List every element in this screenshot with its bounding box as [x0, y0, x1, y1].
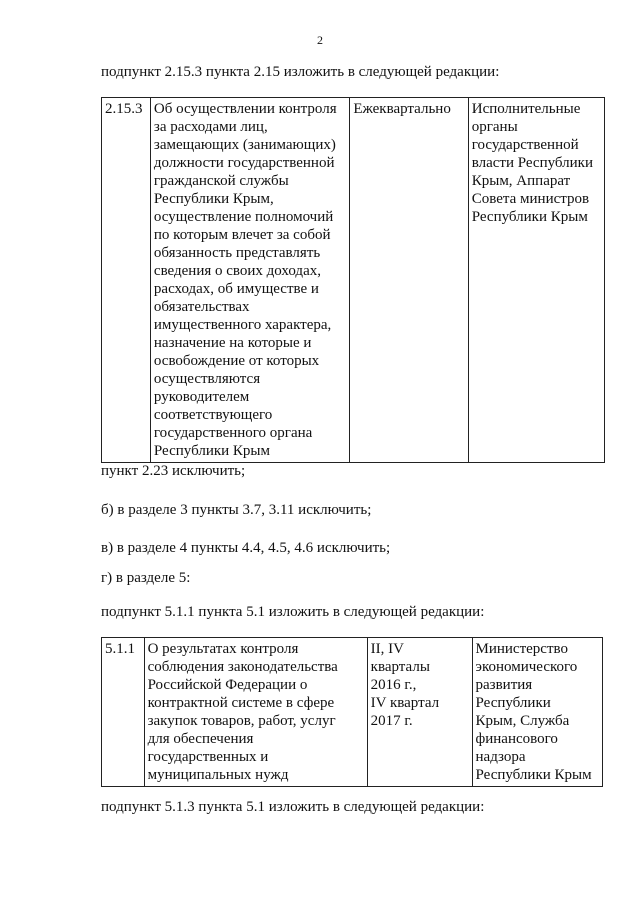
text-line: Республики Крым, — [153, 191, 274, 207]
text-line: расходах, об имуществе и — [153, 281, 319, 297]
text-line: по которым влечет за собой — [153, 227, 331, 243]
text-line: Об осуществлении контроля — [153, 101, 337, 117]
text-line: Крым, Служба — [475, 713, 570, 729]
text-line: замещающих (занимающих) — [153, 137, 336, 153]
text-line: назначение на которые и — [153, 335, 312, 351]
text-line: Республики Крым — [153, 443, 270, 459]
page-number: 2 — [317, 33, 323, 47]
cell-executor — [468, 98, 604, 463]
cell-subject — [144, 638, 367, 787]
text-line: Республики Крым — [475, 767, 592, 783]
table-row — [102, 98, 605, 463]
text-line: государственных и — [147, 749, 269, 765]
text-line: закупок товаров, работ, услуг — [147, 713, 336, 729]
text-line: О результатах контроля — [147, 641, 299, 657]
text-line: Республики — [475, 695, 551, 711]
cell-executor — [472, 638, 602, 787]
paragraph-section-4: в) в разделе 4 пункты 4.4, 4.5, 4.6 исключить; — [101, 540, 391, 556]
text-line: контрактной системе в сфере — [147, 695, 335, 711]
text-line: IV квартал — [370, 695, 440, 711]
text-line: муниципальных нужд — [147, 767, 289, 783]
table-item-2-15-3 — [101, 97, 605, 463]
cell-number: 5.1.1 — [102, 638, 145, 787]
cell-number: 2.15.3 — [102, 98, 151, 463]
cell-subject — [150, 98, 349, 463]
text-line: руководителем — [153, 389, 250, 405]
text-line: кварталы — [370, 659, 430, 675]
text-line: Республики Крым — [471, 209, 588, 225]
paragraph-section-5: г) в разделе 5: — [101, 570, 191, 586]
paragraph-subitem-5-1-1: подпункт 5.1.1 пункта 5.1 изложить в следующей редакции: — [101, 604, 485, 620]
text-line: органы — [471, 119, 518, 135]
text-line: Министерство — [475, 641, 568, 657]
text-line: освобождение от которых — [153, 353, 320, 369]
cell-period — [350, 98, 468, 463]
text-line: II, IV — [370, 641, 404, 657]
paragraph-subitem-5-1-3: подпункт 5.1.3 пункта 5.1 изложить в следующей редакции: — [101, 799, 485, 815]
text-line: государственной — [471, 137, 579, 153]
text-line: должности государственной — [153, 155, 335, 171]
text-line: имущественного характера, — [153, 317, 332, 333]
text-line: обязанность представлять — [153, 245, 321, 261]
text-line: Совета министров — [471, 191, 590, 207]
cell-period — [367, 638, 472, 787]
table-item-5-1-1 — [101, 637, 603, 787]
text-line: Ежеквартально — [353, 101, 451, 117]
text-line: надзора — [475, 749, 526, 765]
text-line: власти Республики — [471, 155, 594, 171]
paragraph-subitem-2-15-3: подпункт 2.15.3 пункта 2.15 изложить в следующей редакции: — [101, 64, 500, 80]
text-line: 2016 г., — [370, 677, 417, 693]
text-line: соблюдения законодательства — [147, 659, 338, 675]
text-line: гражданской службы — [153, 173, 289, 189]
paragraph-section-3: б) в разделе 3 пункты 3.7, 3.11 исключить; — [101, 502, 372, 518]
text-line: соответствующего — [153, 407, 273, 423]
text-line: экономического — [475, 659, 578, 675]
text-line: за расходами лиц, — [153, 119, 268, 135]
text-line: Крым, Аппарат — [471, 173, 571, 189]
text-line: для обеспечения — [147, 731, 254, 747]
paragraph-item-2-23: пункт 2.23 исключить; — [101, 463, 246, 479]
text-line: 2017 г. — [370, 713, 413, 729]
text-line: Исполнительные — [471, 101, 581, 117]
text-line: осуществление полномочий — [153, 209, 334, 225]
text-line: финансового — [475, 731, 558, 747]
text-line: государственного органа — [153, 425, 313, 441]
text-line: осуществляются — [153, 371, 261, 387]
text-line: обязательствах — [153, 299, 250, 315]
table-row — [102, 638, 603, 787]
text-line: развития — [475, 677, 533, 693]
text-line: сведения о своих доходах, — [153, 263, 321, 279]
text-line: Российской Федерации о — [147, 677, 308, 693]
